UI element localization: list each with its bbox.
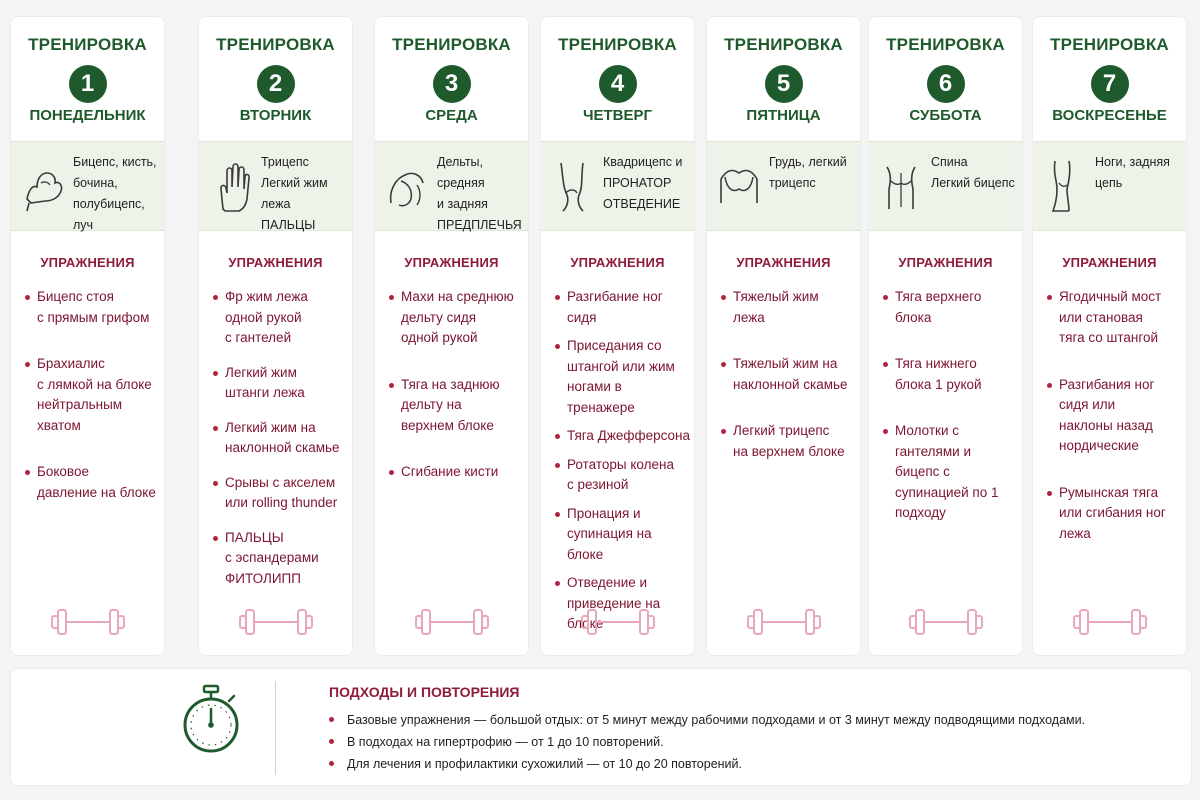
exercise-line: Тяга на заднюю bbox=[401, 376, 500, 392]
workout-day-7 bbox=[1032, 16, 1187, 656]
muscle-line: Квадрицепс и bbox=[603, 155, 683, 169]
workout-number: 3 bbox=[433, 65, 471, 103]
chest-icon bbox=[719, 159, 759, 213]
exercise-item bbox=[389, 287, 524, 349]
exercise-line: Сгибание кисти bbox=[401, 464, 499, 479]
exercise-line: верхнем блоке bbox=[401, 417, 494, 433]
workout-day-5 bbox=[706, 16, 861, 656]
muscle-group bbox=[375, 141, 528, 231]
muscle-group bbox=[1033, 141, 1186, 231]
muscle-text bbox=[437, 152, 524, 236]
exercise-item bbox=[883, 421, 1018, 524]
exercise-line: хватом bbox=[37, 417, 81, 433]
exercise-line: ногами в bbox=[567, 379, 622, 394]
muscle-group bbox=[199, 141, 352, 231]
muscle-text bbox=[931, 152, 1018, 194]
exercise-line: на верхнем блоке bbox=[733, 443, 845, 459]
exercise-line: с лямкой на блоке bbox=[37, 376, 152, 392]
exercise-item bbox=[721, 421, 856, 462]
muscle-line: бочина, bbox=[73, 176, 118, 190]
exercise-line: блоке bbox=[567, 546, 604, 562]
exercise-line: Срывы с акселем bbox=[225, 474, 336, 490]
exercise-line: тренажере bbox=[567, 399, 635, 415]
exercise-line: Тяга верхнего bbox=[895, 289, 982, 304]
workout-day-3 bbox=[374, 16, 529, 656]
exercise-line: блока 1 рукой bbox=[895, 376, 982, 392]
exercise-line: тяга со штангой bbox=[1059, 330, 1159, 345]
exercise-line: сидя или bbox=[1059, 397, 1116, 412]
exercise-item bbox=[25, 354, 160, 436]
exercise-list bbox=[25, 287, 160, 529]
muscle-text bbox=[73, 152, 160, 236]
workout-title: ТРЕНИРОВКА bbox=[392, 35, 511, 54]
day-name: ЧЕТВЕРГ bbox=[582, 107, 653, 124]
exercises-heading: УПРАЖНЕНИЯ bbox=[570, 255, 665, 270]
exercise-line: Легкий жим bbox=[225, 364, 297, 380]
exercise-list bbox=[213, 287, 348, 603]
exercise-item bbox=[25, 287, 160, 328]
muscle-line: Трицепс bbox=[261, 155, 309, 169]
exercise-line: Румынская тяга bbox=[1059, 484, 1159, 500]
exercise-line: нейтральным bbox=[37, 397, 123, 412]
muscle-line: полубицепс, луч bbox=[73, 197, 145, 232]
exercise-item bbox=[883, 354, 1018, 395]
dumbbell-icon bbox=[908, 607, 984, 637]
exercise-line: Разгибание ног bbox=[567, 289, 663, 304]
legs-icon bbox=[553, 159, 593, 213]
exercise-line: дельту сидя bbox=[401, 309, 477, 325]
muscle-text bbox=[261, 152, 348, 236]
exercise-line: давление на блоке bbox=[37, 484, 156, 500]
workout-day-2 bbox=[198, 16, 353, 656]
exercise-line: Бицепс стоя bbox=[37, 289, 114, 304]
exercise-line: ФИТОЛИПП bbox=[225, 570, 301, 586]
exercise-item bbox=[389, 462, 524, 483]
exercise-line: Брахиалис bbox=[37, 356, 105, 371]
exercises-heading: УПРАЖНЕНИЯ bbox=[898, 255, 993, 270]
muscle-line: цепь bbox=[1095, 176, 1123, 190]
muscle-line: ПРЕДПЛЕЧЬЯ bbox=[437, 218, 522, 232]
workout-day-4 bbox=[540, 16, 695, 656]
muscle-line: Легкий бицепс bbox=[931, 176, 1015, 190]
divider bbox=[275, 681, 276, 775]
muscle-line: ПРОНАТОР bbox=[603, 176, 672, 190]
muscle-line: ОТВЕДЕНИЕ bbox=[603, 197, 681, 211]
muscle-group bbox=[11, 141, 164, 231]
exercise-item bbox=[721, 354, 856, 395]
exercise-line: Махи на среднюю bbox=[401, 289, 514, 304]
exercise-line: Боковое bbox=[37, 464, 89, 479]
exercises-heading: УПРАЖНЕНИЯ bbox=[404, 255, 499, 270]
exercise-item bbox=[555, 504, 690, 566]
exercise-line: Тяжелый жим bbox=[733, 289, 819, 304]
exercise-list bbox=[389, 287, 524, 509]
day-name: ВТОРНИК bbox=[239, 107, 312, 124]
exercise-item bbox=[389, 375, 524, 437]
exercise-line: нордические bbox=[1059, 438, 1139, 453]
exercise-line: дельту на bbox=[401, 397, 462, 412]
muscle-text bbox=[769, 152, 856, 194]
exercise-item bbox=[213, 287, 348, 349]
dumbbell-icon bbox=[580, 607, 656, 637]
exercise-line: ПАЛЬЦЫ bbox=[225, 529, 284, 545]
exercise-line: Разгибания ног bbox=[1059, 376, 1155, 392]
exercise-item bbox=[213, 363, 348, 404]
exercise-line: или становая bbox=[1059, 309, 1143, 325]
exercise-line: супинация на bbox=[567, 526, 652, 541]
exercise-line: штангой или жим bbox=[567, 358, 675, 374]
exercise-list bbox=[721, 287, 856, 488]
exercise-item bbox=[1047, 375, 1182, 457]
muscle-group bbox=[869, 141, 1022, 231]
muscle-line: Грудь, легкий bbox=[769, 155, 847, 169]
biceps-icon bbox=[23, 159, 63, 213]
muscle-text bbox=[603, 152, 690, 215]
exercise-item bbox=[555, 287, 690, 328]
workout-number: 6 bbox=[927, 65, 965, 103]
workout-number: 5 bbox=[765, 65, 803, 103]
exercise-line: Тяга Джефферсона bbox=[567, 428, 690, 443]
exercise-line: блоке bbox=[567, 616, 604, 631]
exercises-heading: УПРАЖНЕНИЯ bbox=[736, 255, 831, 270]
exercise-line: лежа bbox=[733, 309, 765, 325]
note-item: Базовые упражнения — большой отдых: от 5 минут между рабочими подходами и от 3 минут между подводящими подходами. bbox=[329, 709, 1085, 731]
stopwatch-icon bbox=[179, 683, 243, 755]
exercise-item bbox=[883, 287, 1018, 328]
exercises-heading: УПРАЖНЕНИЯ bbox=[1062, 255, 1157, 270]
dumbbell-icon bbox=[238, 607, 314, 637]
exercise-list bbox=[1047, 287, 1182, 570]
note-item: Для лечения и профилактики сухожилий — от 10 до 20 повторений. bbox=[329, 753, 1085, 775]
exercise-line: с гантелей bbox=[225, 330, 292, 345]
day-name: ВОСКРЕСЕНЬЕ bbox=[1052, 107, 1167, 124]
exercise-item bbox=[555, 336, 690, 418]
sets-reps-title: ПОДХОДЫ И ПОВТОРЕНИЯ bbox=[329, 684, 520, 700]
workout-title: ТРЕНИРОВКА bbox=[724, 35, 843, 54]
exercise-line: супинацией по 1 bbox=[895, 484, 999, 500]
exercise-line: бицепс с bbox=[895, 464, 950, 479]
muscle-group bbox=[541, 141, 694, 231]
muscle-group bbox=[707, 141, 860, 231]
exercise-item bbox=[555, 426, 690, 447]
exercise-line: Приседания со bbox=[567, 338, 662, 353]
exercise-line: наклонной скамье bbox=[733, 376, 848, 392]
dumbbell-icon bbox=[1072, 607, 1148, 637]
exercise-item bbox=[721, 287, 856, 328]
back-icon bbox=[881, 159, 921, 213]
exercise-line: блока bbox=[895, 309, 932, 325]
exercises-heading: УПРАЖНЕНИЯ bbox=[40, 255, 135, 270]
exercise-line: штанги лежа bbox=[225, 385, 305, 400]
exercise-line: Ротаторы колена bbox=[567, 456, 674, 472]
exercise-line: или сгибания ног bbox=[1059, 505, 1166, 520]
workout-day-6 bbox=[868, 16, 1023, 656]
day-name: СРЕДА bbox=[425, 107, 478, 124]
exercise-line: приведение на bbox=[567, 595, 661, 611]
muscle-text bbox=[1095, 152, 1182, 194]
leg-back-icon bbox=[1045, 159, 1085, 213]
exercise-line: гантелями и bbox=[895, 443, 971, 459]
workout-title: ТРЕНИРОВКА bbox=[216, 35, 335, 54]
workout-columns bbox=[10, 16, 1192, 656]
exercise-list bbox=[883, 287, 1018, 550]
deltoid-icon bbox=[387, 159, 427, 213]
workout-title: ТРЕНИРОВКА bbox=[28, 35, 147, 54]
exercise-line: одной рукой bbox=[225, 309, 302, 325]
exercise-line: Легкий трицепс bbox=[733, 423, 830, 438]
exercise-line: Молотки с bbox=[895, 423, 959, 438]
muscle-line: ПАЛЬЦЫ bbox=[261, 218, 316, 232]
exercise-item bbox=[1047, 483, 1182, 545]
exercise-line: Отведение и bbox=[567, 575, 648, 590]
exercise-line: наклонной скамье bbox=[225, 440, 340, 455]
dumbbell-icon bbox=[50, 607, 126, 637]
day-name: ПОНЕДЕЛЬНИК bbox=[29, 107, 146, 124]
muscle-line: трицепс bbox=[769, 176, 816, 190]
muscle-line: Дельты, средняя bbox=[437, 155, 485, 190]
exercise-list bbox=[555, 287, 690, 643]
exercises-heading: УПРАЖНЕНИЯ bbox=[228, 255, 323, 270]
hand-icon bbox=[211, 159, 251, 213]
exercise-line: лежа bbox=[1059, 525, 1091, 541]
exercise-item bbox=[1047, 287, 1182, 349]
exercise-line: Тяга нижнего bbox=[895, 356, 977, 371]
exercise-line: Ягодичный мост bbox=[1059, 289, 1162, 304]
exercise-line: подходу bbox=[895, 505, 946, 520]
exercise-item bbox=[25, 462, 160, 503]
day-name: СУББОТА bbox=[909, 107, 982, 124]
sets-reps-panel bbox=[10, 668, 1192, 786]
note-item: В подходах на гипертрофию — от 1 до 10 повторений. bbox=[329, 731, 1085, 753]
exercise-line: одной рукой bbox=[401, 330, 478, 345]
sets-reps-notes bbox=[329, 709, 1085, 775]
workout-title: ТРЕНИРОВКА bbox=[886, 35, 1005, 54]
exercise-line: с прямым грифом bbox=[37, 309, 150, 325]
dumbbell-icon bbox=[746, 607, 822, 637]
muscle-line: Спина bbox=[931, 155, 968, 169]
exercise-line: наклоны назад bbox=[1059, 417, 1153, 433]
exercise-line: сидя bbox=[567, 309, 597, 325]
exercise-line: Фр жим лежа bbox=[225, 289, 308, 304]
exercise-line: Легкий жим на bbox=[225, 419, 316, 435]
exercise-line: с резиной bbox=[567, 477, 629, 492]
exercise-line: с эспандерами bbox=[225, 550, 319, 565]
exercise-item bbox=[213, 473, 348, 514]
dumbbell-icon bbox=[414, 607, 490, 637]
workout-number: 4 bbox=[599, 65, 637, 103]
workout-day-1 bbox=[10, 16, 165, 656]
exercise-line: Пронация и bbox=[567, 505, 641, 521]
muscle-line: Бицепс, кисть, bbox=[73, 155, 157, 169]
workout-number: 7 bbox=[1091, 65, 1129, 103]
muscle-line: и задняя bbox=[437, 197, 488, 211]
workout-number: 2 bbox=[257, 65, 295, 103]
muscle-line: Легкий жим лежа bbox=[261, 176, 328, 211]
workout-title: ТРЕНИРОВКА bbox=[1050, 35, 1169, 54]
muscle-line: Ноги, задняя bbox=[1095, 155, 1170, 169]
exercise-line: Тяжелый жим на bbox=[733, 356, 838, 371]
exercise-item bbox=[555, 455, 690, 496]
workout-number: 1 bbox=[69, 65, 107, 103]
exercise-item bbox=[213, 528, 348, 590]
exercise-item bbox=[213, 418, 348, 459]
exercise-line: или rolling thunder bbox=[225, 495, 338, 510]
day-name: ПЯТНИЦА bbox=[746, 107, 821, 124]
workout-title: ТРЕНИРОВКА bbox=[558, 35, 677, 54]
